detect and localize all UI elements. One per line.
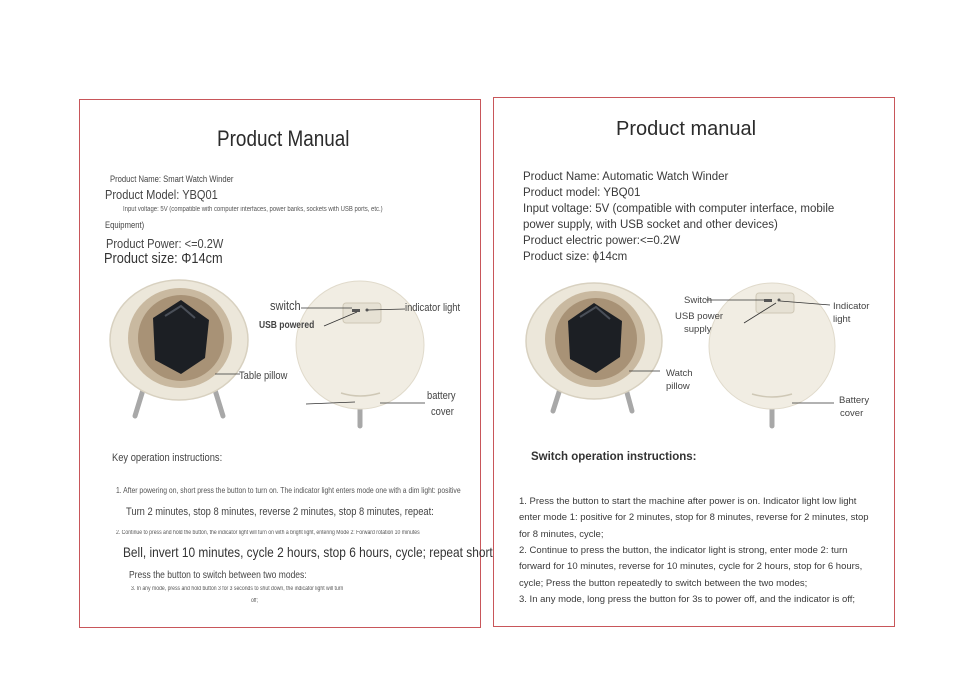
winder-back-view bbox=[709, 283, 835, 426]
left-input-voltage: Input voltage: 5V (compatible with computer interfaces, power banks, sockets with USB ports, etc.) bbox=[123, 206, 383, 213]
left-instructions-title: Key operation instructions: bbox=[112, 452, 223, 464]
left-instruction-line-4: Bell, invert 10 minutes, cycle 2 hours, stop 6 hours, cycle; repeat short bbox=[123, 544, 493, 560]
right-manual-panel bbox=[493, 97, 895, 627]
left-label-switch: switch bbox=[270, 298, 301, 313]
left-label-usb-powered: USB powered bbox=[259, 320, 315, 331]
right-label-light: light bbox=[833, 314, 851, 325]
left-instruction-line-5: Press the button to switch between two modes: bbox=[129, 570, 307, 581]
winder-front-view bbox=[526, 283, 662, 411]
right-instructions-title: Switch operation instructions: bbox=[531, 451, 697, 463]
right-label-battery: Battery bbox=[839, 395, 870, 406]
left-label-battery: battery bbox=[427, 390, 456, 402]
left-product-name: Product Name: Smart Watch Winder bbox=[110, 174, 234, 184]
right-label-cover: cover bbox=[840, 408, 864, 419]
left-input-voltage-cont: Equipment) bbox=[105, 220, 145, 230]
right-product-model: Product model: YBQ01 bbox=[523, 187, 641, 199]
right-label-usb-power: USB power bbox=[675, 311, 724, 322]
left-product-power: Product Power: <=0.2W bbox=[106, 236, 224, 251]
right-product-size: Product size: ϕ14cm bbox=[523, 251, 628, 263]
left-label-indicator-light: indicator light bbox=[405, 302, 461, 314]
left-title: Product Manual bbox=[217, 126, 350, 151]
left-instruction-line-2: Turn 2 minutes, stop 8 minutes, reverse 2 minutes, stop 8 minutes, repeat: bbox=[126, 506, 434, 518]
left-label-table-pillow: Table pillow bbox=[239, 370, 288, 382]
right-label-watch: Watch bbox=[666, 368, 693, 379]
right-product-power: Product electric power:<=0.2W bbox=[523, 235, 681, 247]
left-instruction-line-7: off; bbox=[251, 598, 258, 604]
right-input-voltage-2: power supply, with USB socket and other devices) bbox=[523, 219, 778, 231]
left-manual-panel bbox=[79, 99, 493, 628]
right-label-switch: Switch bbox=[684, 295, 712, 306]
winder-front-view bbox=[110, 280, 248, 416]
right-input-voltage-1: Input voltage: 5V (compatible with computer interface, mobile bbox=[523, 203, 835, 215]
right-title: Product manual bbox=[616, 118, 757, 140]
left-instruction-line-1: 1. After powering on, short press the button to turn on. The indicator light enters mode one with a dim light: positive bbox=[116, 486, 461, 495]
right-label-supply: supply bbox=[684, 324, 712, 335]
left-product-model: Product Model: YBQ01 bbox=[105, 187, 218, 202]
left-instruction-line-3: 2. Continue to press and hold the button, the indicator light will turn on with a bright light, entering Mode 2: Forward rotation 10 minutes bbox=[116, 530, 420, 536]
right-instruction-2: 2. Continue to press the button, the indicator light is strong, enter mode 2: turn forward for 10 minutes, reverse for 10 minutes, cycle for 2 hours, stop for 6 hours, cycle; Press the button repeatedly to switch between the two modes; bbox=[519, 545, 863, 589]
right-label-pillow: pillow bbox=[666, 381, 690, 392]
left-label-cover: cover bbox=[431, 406, 454, 418]
left-product-size: Product size: Φ14cm bbox=[104, 250, 223, 267]
right-product-name: Product Name: Automatic Watch Winder bbox=[523, 171, 729, 183]
right-instruction-1: 1. Press the button to start the machine after power is on. Indicator light low light enter mode 1: positive for 2 minutes, stop for 8 minutes, reverse for 2 minutes, stop for 8 minutes, cycle; bbox=[519, 496, 869, 540]
right-label-indicator: Indicator bbox=[833, 301, 870, 312]
right-instruction-3: 3. In any mode, long press the button for 3s to power off, and the indicator is off; bbox=[519, 594, 856, 605]
left-instruction-line-6: 3. In any mode, press and hold button 3 for 3 seconds to shut down, the indicator light will turn bbox=[131, 586, 344, 592]
